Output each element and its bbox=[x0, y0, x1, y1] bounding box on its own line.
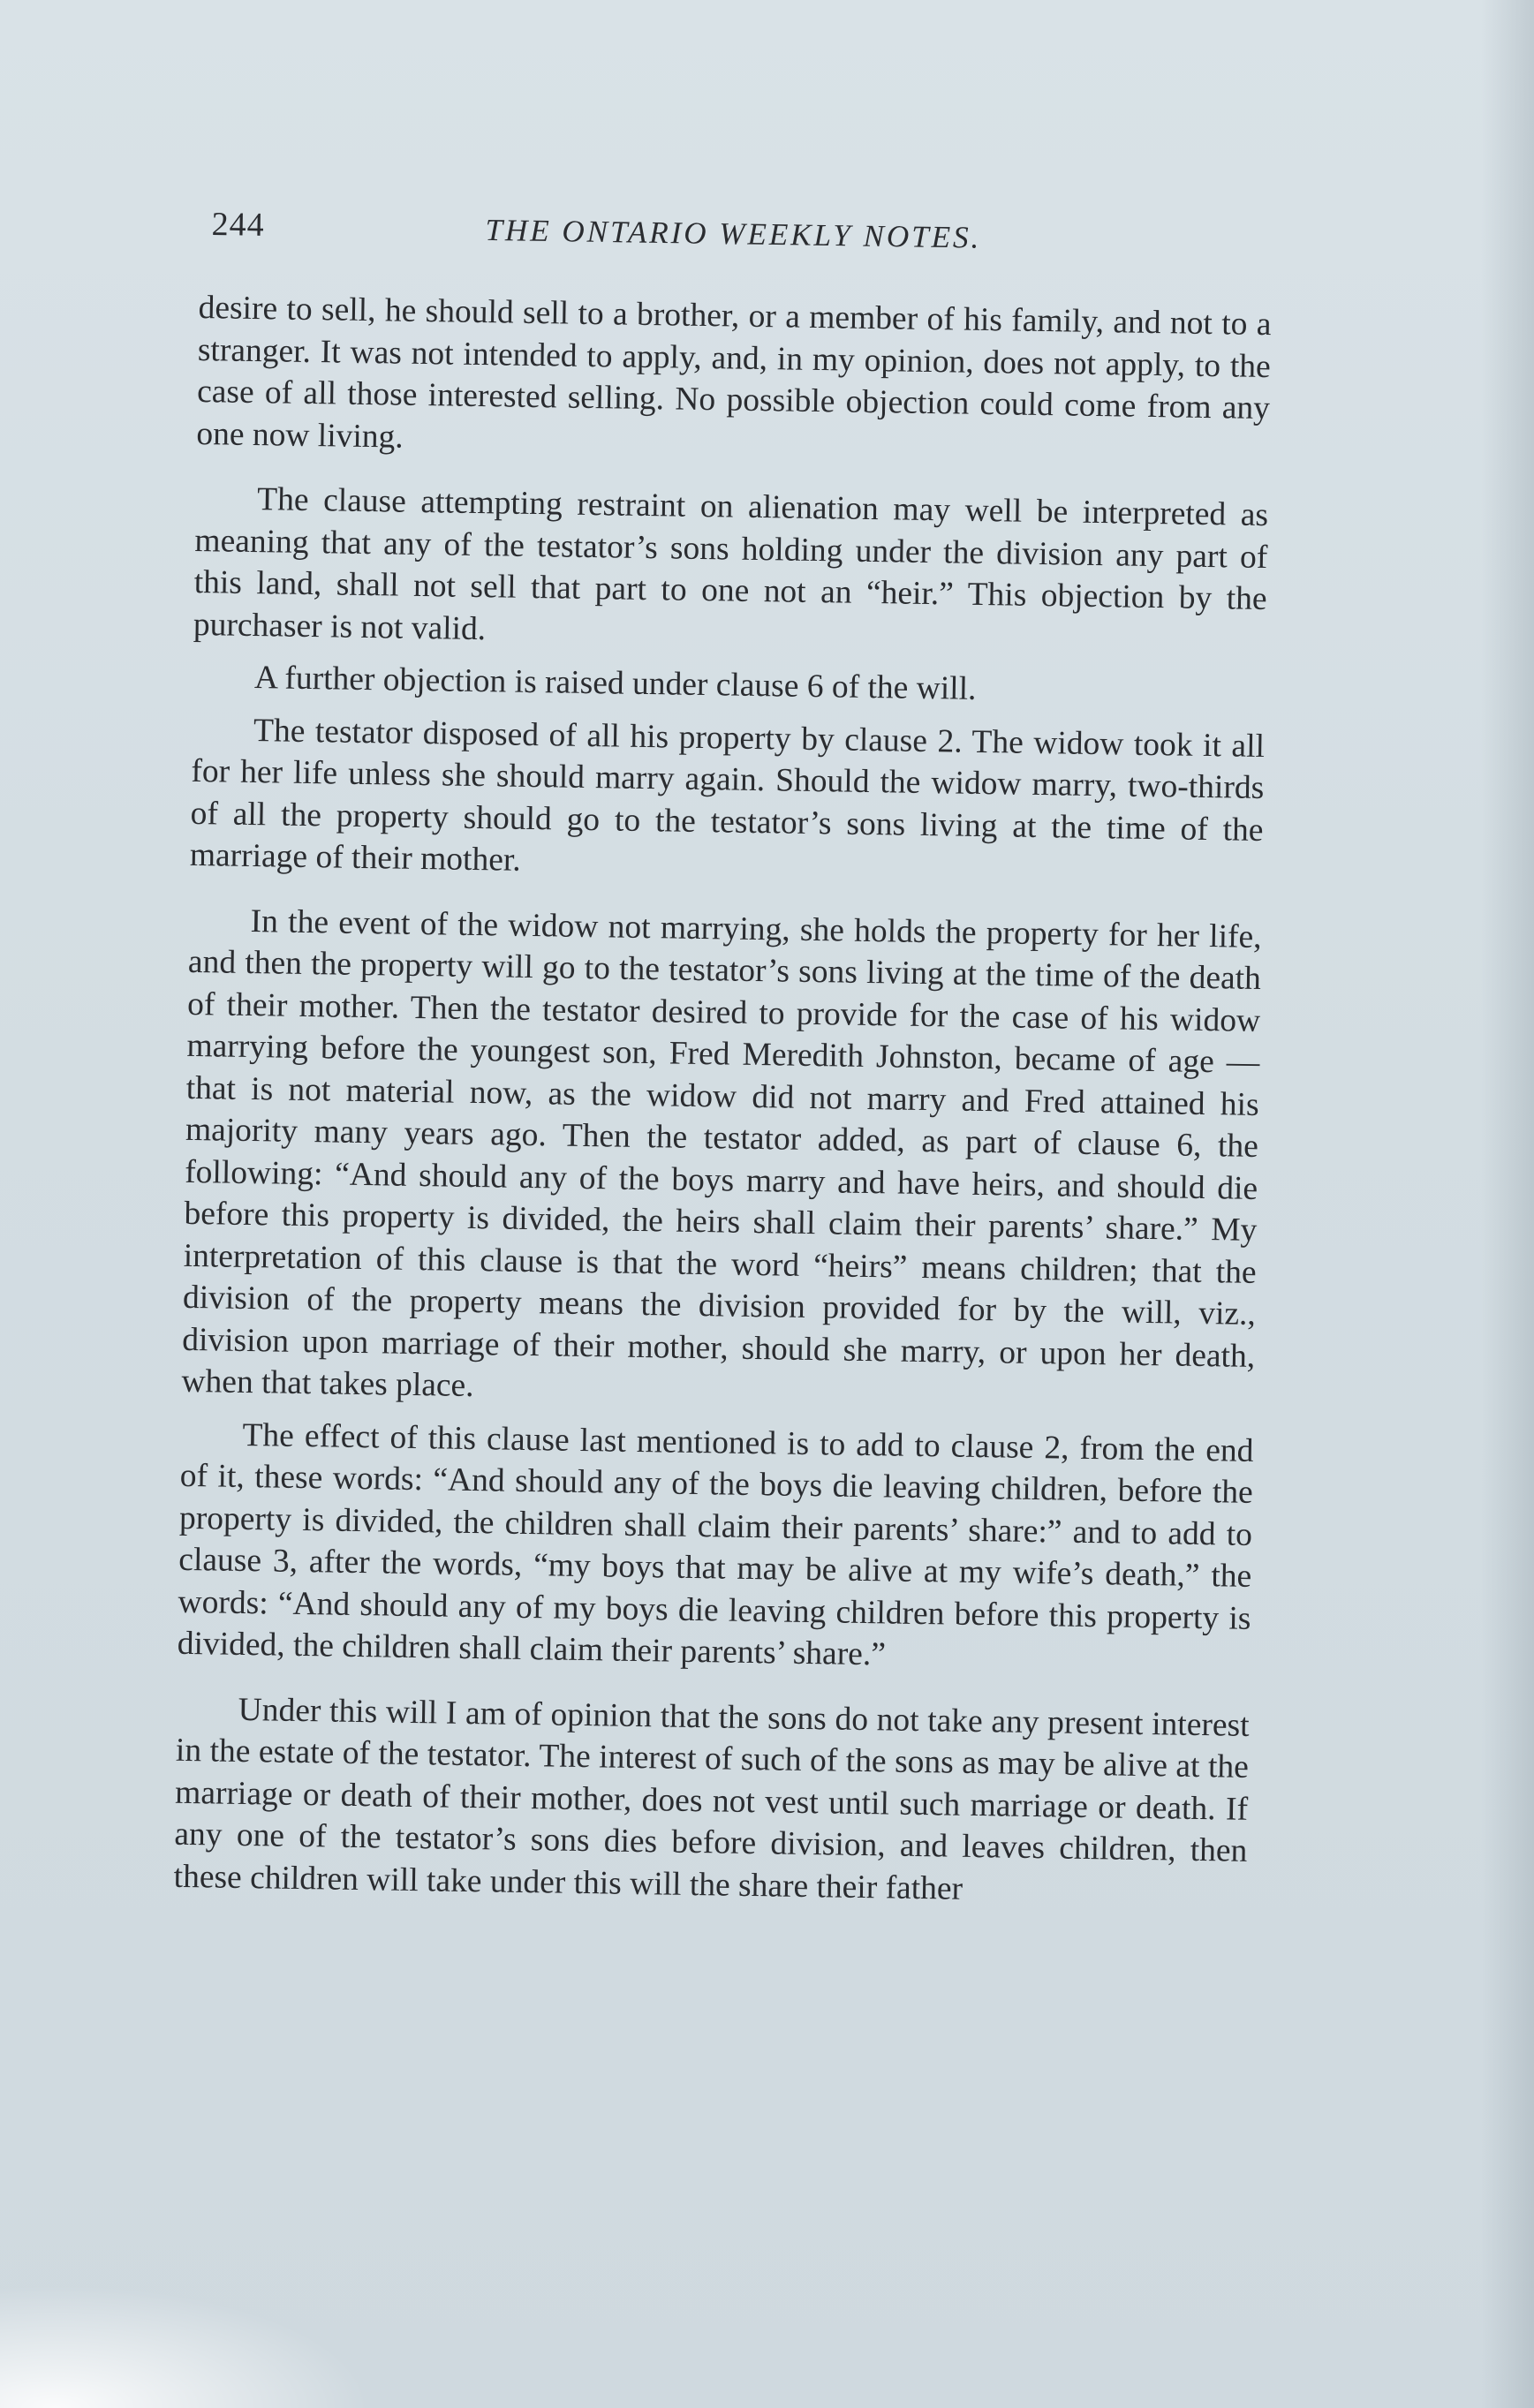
running-head: THE ONTARIO WEEKLY NOTES. bbox=[485, 212, 982, 255]
page-number: 244 bbox=[211, 205, 265, 244]
body-text bbox=[173, 287, 1272, 1925]
paragraph-continuation: desire to sell, he should sell to a brother, or a member of his family, and not to a stranger. It was not intended to apply, and, in my opinion, does not apply, to the case of all those interested selling. No possible objection could come from any one now living. bbox=[196, 289, 1272, 456]
page-header bbox=[211, 205, 1272, 275]
paragraph-clause-two: The testator disposed of all his property by clause 2. The widow took it all for her life unless she should marry again. Should the widow marry, two-thirds of all the property should go to the testator’s sons living at the time of the marriage of their mother. bbox=[189, 712, 1266, 879]
paragraph-restraint-clause: The clause attempting restraint on alienation may well be interpreted as meaning that any of the testator’s sons holding under the division any part of this land, shall not sell that part to one not an “heir.” This objection by the purchaser is not valid. bbox=[193, 481, 1269, 647]
scan-glare bbox=[0, 2284, 371, 2408]
paragraph-widow-not-marrying: In the event of the widow not marrying, she holds the property for her life, and then the property will go to the testator’s sons living at the time of the death of their mother. Then the testator desired to provide for the case of his widow marrying before the youngest son, Fred Meredith Johnston, became of age —that is not material now, as the widow did not marry and Fred attained his majority many years ago. Then the testator added, as part of clause 6, the following: “And should any of the boys marry and have heirs, and should die before this property is divided, the heirs shall claim their parents’ share.” My interpretation of this clause is that the word “heirs” means children; that the division of the property means the division provided for by the will, viz., division upon marriage of their mother, should she marry, or upon her death, when that takes place. bbox=[181, 902, 1262, 1405]
paragraph-further-objection: A further objection is raised under clause 6 of the will. bbox=[253, 660, 977, 707]
paragraph-effect-of-clause: The effect of this clause last mentioned is to add to clause 2, from the end of it, these words: “And should any of the boys die leaving children, before the property is divided, the children shall claim their parents’ share:” and to add to clause 3, after the words, “my boys that may be alive at my wife’s death,” the words: “And should any of my boys die leaving children before this property is divided, the children shall claim their parents’ share.” bbox=[177, 1416, 1254, 1673]
page-edge-shadow bbox=[1481, 0, 1534, 2408]
paragraph-opinion: Under this will I am of opinion that the sons do not take any present interest in the estate of the testator. The interest of such of the sons as may be alive at the marriage or death of their mother, does not vest until such marriage or death. If any one of the testator’s sons dies before division, and leaves children, then these children will take under this will the share their father bbox=[173, 1691, 1250, 1907]
